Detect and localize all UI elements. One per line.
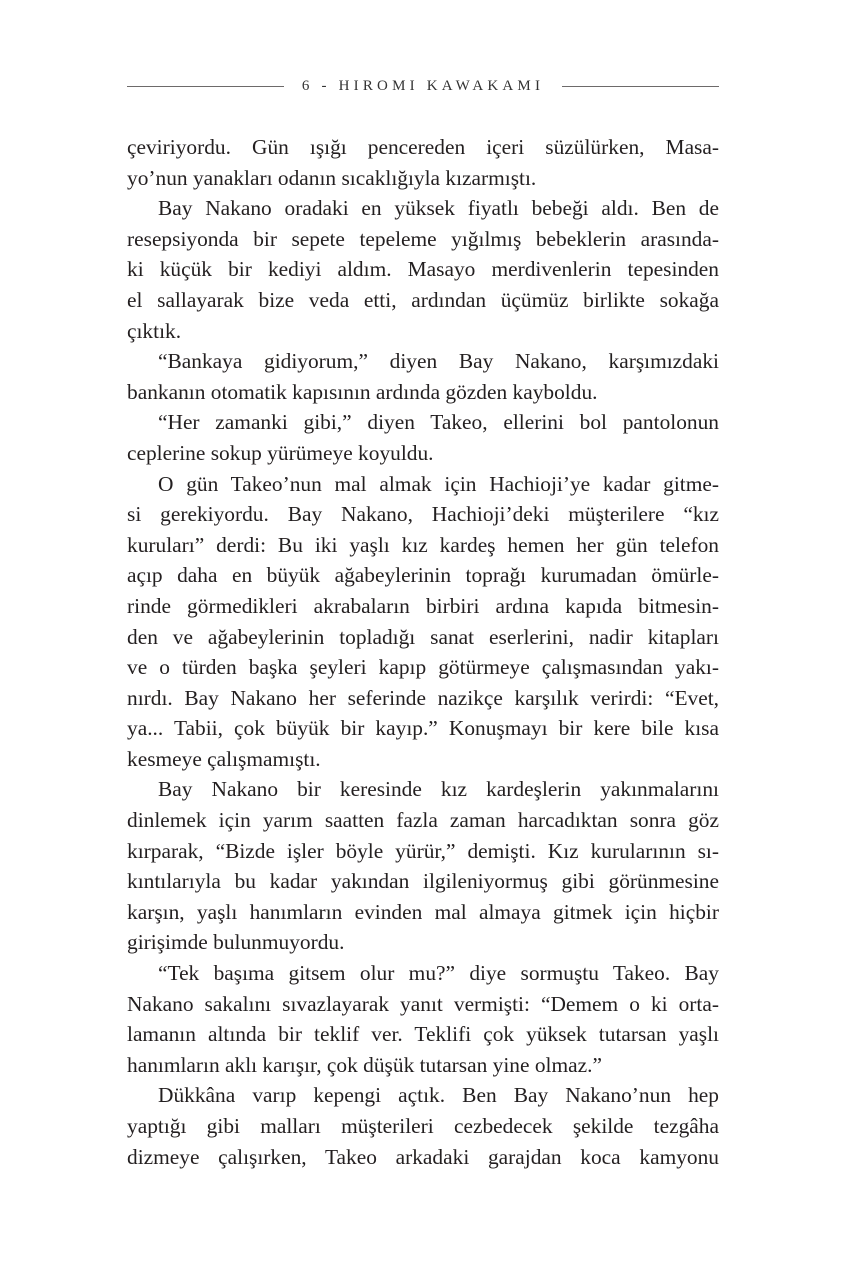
text-line: ki küçük bir kediyi aldım. Masayo merdivenlerin tepesinden (127, 257, 719, 282)
text-line: si gerekiyordu. Bay Nakano, Hachioji’deki müşterilere “kız (127, 502, 719, 527)
text-line: hanımların aklı karışır, çok düşük tutarsan yine olmaz.” (127, 1052, 602, 1077)
text-line: ve o türden başka şeyleri kapıp götürmeye çalışmasından yakı- (127, 655, 719, 680)
text-line: den ve ağabeylerinin topladığı sanat eserlerini, nadir kitapları (127, 624, 719, 649)
text-line: Bay Nakano oradaki en yüksek fiyatlı bebeği aldı. Ben de (158, 196, 719, 221)
text-line: “Her zamanki gibi,” diyen Takeo, ellerini bol pantolonun (158, 410, 719, 435)
text-line: girişimde bulunmuyordu. (127, 930, 345, 955)
text-line: kırparak, “Bizde işler böyle yürür,” demişti. Kız kurularının sı- (127, 838, 719, 863)
body-text (127, 132, 719, 1172)
running-head (127, 74, 719, 98)
text-line: Bay Nakano bir keresinde kız kardeşlerin yakınmalarını (158, 777, 719, 802)
text-line: Nakano sakalını sıvazlayarak yanıt vermişti: “Demem o ki orta- (127, 991, 719, 1016)
paragraph (127, 1080, 719, 1172)
text-line: kuruları” derdi: Bu iki yaşlı kız kardeş hemen her gün telefon (127, 532, 719, 557)
text-line: bankanın otomatik kapısının ardında gözden kayboldu. (127, 379, 598, 404)
text-line: dizmeye çalışırken, Takeo arkadaki garajdan koca kamyonu (127, 1144, 719, 1169)
paragraph (127, 958, 719, 1080)
paragraph (127, 774, 719, 958)
text-line: yaptığı gibi malları müşterileri cezbedecek şekilde tezgâha (127, 1114, 719, 1138)
text-line: “Bankaya gidiyorum,” diyen Bay Nakano, karşımızdaki (158, 349, 719, 374)
text-line: dinlemek için yarım saatten fazla zaman harcadıktan sonra göz (127, 808, 719, 833)
text-line: resepsiyonda bir sepete tepeleme yığılmış bebeklerin arasında- (127, 226, 719, 251)
paragraph (127, 193, 719, 346)
text-line: açıp daha en büyük ağabeylerinin toprağı kurumadan ömürle- (127, 563, 719, 588)
text-line: kıntılarıyla bu kadar yakından ilgileniyormuş gibi görünmesine (127, 869, 719, 894)
text-line: “Tek başıma gitsem olur mu?” diye sormuştu Takeo. Bay (158, 961, 719, 986)
text-line: yo’nun yanakları odanın sıcaklığıyla kızarmıştı. (127, 165, 537, 190)
paragraph (127, 469, 719, 775)
text-line: ceplerine sokup yürümeye koyuldu. (127, 440, 434, 465)
text-line: çeviriyordu. Gün ışığı pencereden içeri süzülürken, Masa- (127, 135, 719, 159)
text-line: Dükkâna varıp kepengi açtık. Ben Bay Nakano’nun hep (158, 1083, 719, 1108)
text-line: el sallayarak bize veda etti, ardından üçümüz birlikte sokağa (127, 287, 719, 312)
text-line: nırdı. Bay Nakano her seferinde nazikçe karşılık verirdi: “Evet, (127, 685, 719, 710)
paragraph (127, 346, 719, 407)
text-line: lamanın altında bir teklif ver. Teklifi çok yüksek tutarsan yaşlı (127, 1022, 719, 1047)
header-rule-left (127, 86, 284, 87)
text-line: O gün Takeo’nun mal almak için Hachioji’ye kadar gitme- (158, 471, 719, 496)
text-line: çıktık. (127, 318, 182, 343)
text-line: rinde görmedikleri akrabaların birbiri ardına kapıda bitmesin- (127, 593, 719, 618)
header-rule-right (562, 86, 719, 87)
text-line: kesmeye çalışmamıştı. (127, 746, 321, 771)
paragraph (127, 407, 719, 468)
running-title: 6 - HIROMI KAWAKAMI (301, 77, 545, 94)
paragraph (127, 132, 719, 193)
text-line: ya... Tabii, çok büyük bir kayıp.” Konuşmayı bir kere bile kısa (127, 716, 719, 741)
text-line: karşın, yaşlı hanımların evinden mal almaya gitmek için hiçbir (127, 899, 719, 924)
